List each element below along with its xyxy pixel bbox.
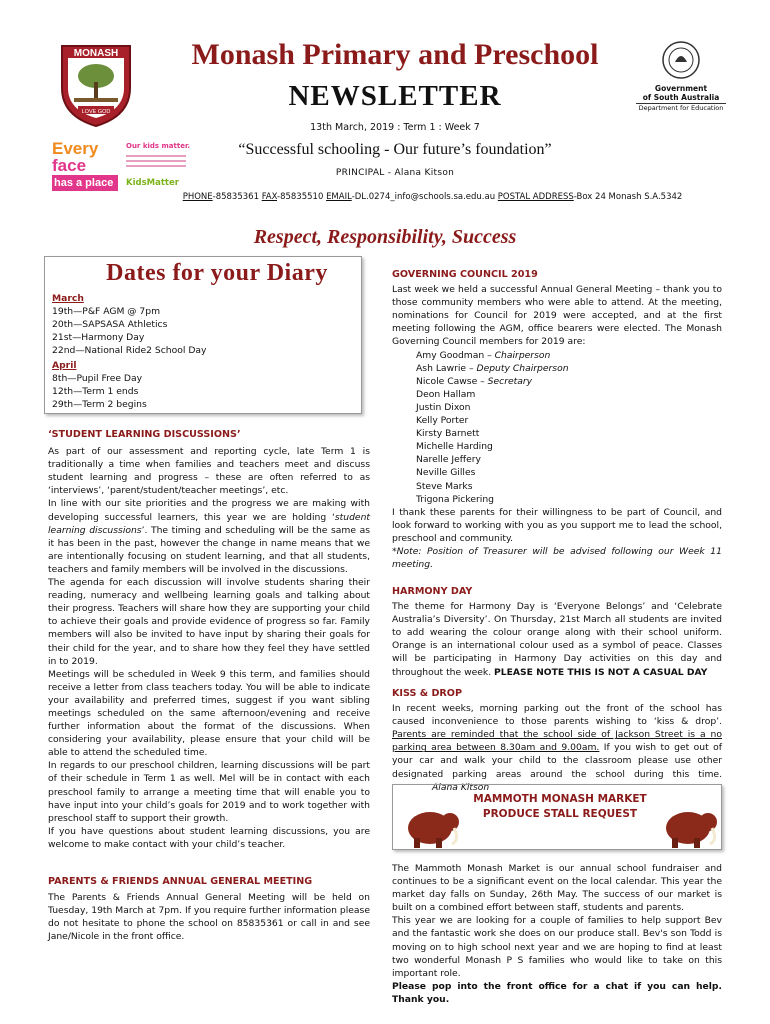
section-heading: HARMONY DAY — [392, 586, 473, 597]
member: Amy Goodman – Chairperson — [416, 349, 551, 361]
paragraph: Please pop into the front office for a chat if you can help. Thank you. — [392, 980, 722, 1005]
newsletter-title: NEWSLETTER — [288, 80, 502, 112]
section-heading: GOVERNING COUNCIL 2019 — [392, 269, 538, 280]
values-banner: Respect, Responsibility, Success — [253, 226, 517, 248]
diary-item: 29th—Term 2 begins — [52, 399, 147, 410]
member: Steve Marks — [416, 480, 473, 492]
mammoth-icon — [404, 806, 462, 850]
section-heading: KISS & DROP — [392, 688, 462, 699]
paragraph: This year we are looking for a couple of families to help support Bev and the fantastic work she does on our produce stall. Bev's son Todd is moving on to high school next year and we are hoping to find at least two wonderful Monash P S families who would like to take on this important role. — [392, 915, 722, 979]
mammoth-icon — [662, 806, 720, 850]
diary-item: 20th—SAPSASA Athletics — [52, 319, 168, 330]
paragraph: In line with our site priorities and the progress we are making with developing successful learners, this year we are holding ‘student learning discussions’. The timing and scheduling will be the same as it has been in the past, however the change in name means that we are intentionally focusing on student learning, and that all students, teachers and family members will be involved in the discussions. — [48, 498, 370, 575]
section-heading: ‘STUDENT LEARNING DISCUSSIONS’ — [48, 429, 241, 440]
paragraph: In regards to our preschool children, learning discussions will be part of their schedule in Term 1 as well. Mel will be in contact with each preschool family to arrange a meeting time that will enable you to have input into your child’s goals for 2019 and to work together with preschool staff to support their growth. — [48, 760, 370, 824]
diary-item: 22nd—National Ride2 School Day — [52, 345, 207, 356]
harmony-day-section — [392, 585, 722, 679]
paragraph: The Parents & Friends Annual General Meeting will be held on Tuesday, 19th March at 7pm. If you require further information please do not hesitate to phone the school on 85835361 or call in and see Jane/Nicole in the front office. — [48, 892, 370, 943]
member: Kelly Porter — [416, 415, 469, 427]
issue-date: 13th March, 2019 : Term 1 : Week 7 — [310, 122, 480, 133]
member: Justin Dixon — [416, 401, 471, 413]
government-crest-icon — [661, 40, 701, 80]
member: Nicole Cawse – Secretary — [416, 375, 533, 387]
member: Deon Hallam — [416, 388, 476, 400]
diary-item: 8th—Pupil Free Day — [52, 373, 143, 384]
section-heading: PARENTS & FRIENDS ANNUAL GENERAL MEETING — [48, 876, 313, 887]
market-title: MAMMOTH MONASH MARKET PRODUCE STALL REQUEST — [473, 793, 647, 820]
paragraph: The Mammoth Monash Market is our annual school fundraiser and continues to be a significant event on the local calendar. This year the market day falls on Sunday, 26th May. The success of our market is built on a combined effort between staff, students and parents. — [392, 863, 722, 914]
market-section — [392, 862, 722, 1006]
member: Trigona Pickering — [416, 493, 494, 505]
paragraph: If you have questions about student learning discussions, you are welcome to make contact with your child’s teacher. — [48, 825, 370, 850]
everyface-kidsmatter-logo: Every face has a place Our kids matter. KidsMatter — [52, 139, 191, 189]
svg-text:MONASH: MONASH — [73, 48, 119, 59]
paragraph: As part of our assessment and reporting cycle, late Term 1 is traditionally a time when families and teachers meet and discuss student learning and progress – these are often referred to as ‘interviews’, ‘parent/student/teacher meetings’, etc. — [48, 446, 370, 497]
member-list — [392, 349, 722, 506]
governing-council-section — [392, 268, 722, 571]
diary-month: April — [52, 360, 77, 371]
school-motto: “Successful schooling - Our future’s foundation” — [238, 141, 552, 158]
member: Kirsty Barnett — [416, 428, 480, 440]
diary-title: Dates for your Diary — [106, 260, 328, 286]
paragraph: Last week we held a successful Annual General Meeting – thank you to those community members who were able to attend. At the meeting, nominations for Council for 2019 were accepted, and at the first meeting following the AGM, office bearers were elected. The Monash Governing Council members for 2019 are: — [392, 284, 722, 348]
paragraph: The theme for Harmony Day is ‘Everyone Belongs’ and ‘Celebrate Australia’s Diversity’. On Thursday, 21st March all students are invited to add wearing the colour orange along with their school uniform. Orange is an international colour used as a symbol of peace. Classes will be participating in Harmony Day activities on this day and throughout the week. PLEASE NOTE THIS IS NOT A CASUAL DAY — [392, 601, 722, 678]
diary-item: 19th—P&F AGM @ 7pm — [52, 306, 161, 317]
paragraph: I thank these parents for their willingness to be part of Council, and look forward to working with you as you support me to lead the school, preschool and community. — [392, 506, 722, 544]
diary-list — [52, 292, 352, 411]
member: Michelle Harding — [416, 441, 493, 453]
diary-month: March — [52, 293, 84, 304]
svg-text:LOVE GOD: LOVE GOD — [81, 109, 111, 115]
student-learning-section — [48, 428, 370, 851]
member: Neville Gilles — [416, 467, 476, 479]
principal-line: PRINCIPAL - Alana Kitson — [335, 168, 455, 178]
school-name: Monash Primary and Preschool — [191, 38, 599, 71]
kiss-drop-section — [392, 687, 722, 794]
casual-day-notice: PLEASE NOTE THIS IS NOT A CASUAL DAY — [494, 666, 708, 678]
contact-details: PHONE-85835361 FAX-85835510 EMAIL-DL.0274_info@schools.sa.edu.au POSTAL ADDRESS-Box 24 Monash S.A.5342 — [182, 192, 683, 202]
member: Narelle Jeffery — [416, 454, 481, 466]
paragraph: In recent weeks, morning parking out the front of the school has caused inconvenience to those parents wishing to ‘kiss & drop’. Parents are reminded that the school side of Jackson Street is a no parking area between 8.30am and 9.00am. If you wish to get out of your car and walk your child to the classroom please use other designated parking areas around the school during this time.Alana Kitson — [392, 703, 722, 793]
note: *Note: Position of Treasurer will be advised following our Week 11 meeting. — [392, 545, 722, 571]
government-logo: Government of South Australia Department for Education — [636, 40, 726, 120]
member: Ash Lawrie – Deputy Chairperson — [416, 362, 569, 374]
paragraph: The agenda for each discussion will involve students sharing their reading, numeracy and wellbeing learning goals and talking about their progress. Teachers will share how they are supporting your child to achieve their goals and provide evidence of progress so far. Family members will also be invited to have input by sharing their goals for their child for the year, and to share how they feel they have settled in to 2019. — [48, 577, 370, 667]
diary-item: 21st—Harmony Day — [52, 332, 145, 343]
paragraph: Meetings will be scheduled in Week 9 this term, and families should receive a letter from class teachers today. You will be able to indicate your availability and preferred times, suggest if you want sibling meetings scheduled on the same afternoon/evening and receive further information about the format of the discussions. When considering your availability, please ensure that your child will be able to attend the scheduled time. — [48, 668, 370, 759]
diary-item: 12th—Term 1 ends — [52, 386, 139, 397]
pf-agm-section — [48, 875, 370, 943]
school-crest-logo — [48, 32, 144, 128]
